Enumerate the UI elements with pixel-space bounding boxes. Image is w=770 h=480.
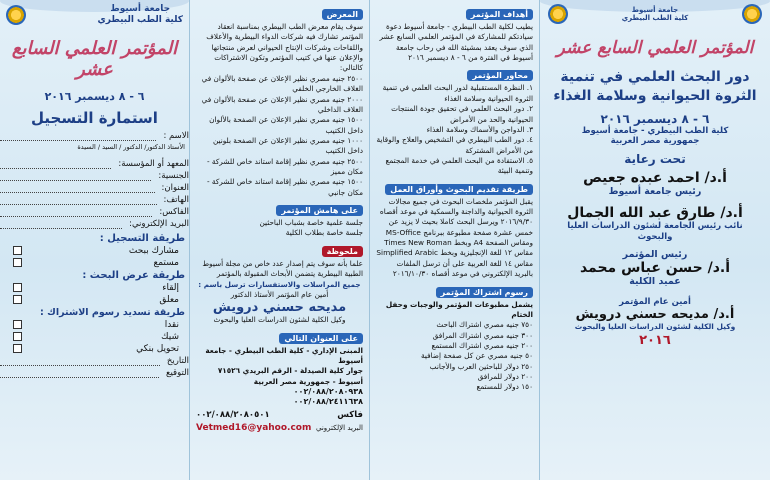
ad-price-item: ٢٥٠٠ جنيه مصري نظير إقامة استاند خاص للشركة - مكان مميز	[206, 156, 363, 177]
secretary-role: وكيل الكلية لشئون الدراسات العليا والبحوث	[213, 315, 346, 325]
field-line[interactable]	[0, 159, 111, 169]
field-label: البريد الإلكتروني:	[129, 218, 189, 229]
fee-item: ٥٠ جنيه مصري عن كل صفحة إضافية	[420, 351, 533, 361]
panel-cover	[540, 0, 770, 480]
faculty-name: كلية الطب البيطري	[97, 14, 183, 25]
fax-row	[196, 410, 363, 420]
ad-price-list	[196, 74, 363, 198]
submission-text: يقبل المؤتمر ملخصات البحوث في جميع مجالات الثروة الحيوانية والداجنة والسمكية في موعد أقصاه ٢٠١٦/٩/٣٠ ويرسل البحث كاملا بحيث لا يزيد عن خمس عشرة صفحة مطبوعة ببرنامج MS-Office ومقاس الصفحة A4 وبخط Times New Roman مقاس ١٢ للغة الإنجليزية وبخط Simplified Arabic مقاس ١٤ للغة العربية على أن ترسل الملفات بالبريد الإلكتروني في موعد أقصاه ٢٠١٦/١٠/٣٠	[376, 196, 533, 279]
checkbox[interactable]	[13, 246, 22, 255]
field-line[interactable]	[0, 195, 157, 205]
cover-conference-title: المؤتمر العلمي السابع عشر	[556, 38, 754, 58]
secretary-general-label: أمين عام المؤتمر الأستاذ الدكتور	[230, 289, 329, 299]
field-address[interactable]	[0, 183, 189, 193]
fee-item: ٢٥٠ دولار للباحثين العرب والأجانب	[429, 361, 533, 371]
ad-price-item: ١٠٠٠ جنيه مصري نظير الإعلان عن الصفحة بلونين داخل الكتيب	[212, 135, 363, 156]
axis-item: ٢. دور البحث العلمي في تحقيق جودة المنتجات الحيوانية والحد من الأمراض	[391, 104, 533, 124]
checkbox[interactable]	[13, 283, 22, 292]
checkbox[interactable]	[13, 320, 22, 329]
patron-role: نائب رئيس الجامعة لشئون الدراسات العليا والبحوث	[567, 220, 743, 242]
field-institute[interactable]	[0, 159, 189, 169]
patron-role: رئيس جامعة أسيوط	[608, 185, 702, 197]
field-nationality[interactable]	[0, 171, 189, 181]
note-text: علما بأنه سوف يتم إصدار عدد خاص من مجلة أسيوط الطبية البيطرية يتضمن الأبحاث المقبولة بالمؤتمر	[202, 258, 363, 279]
fee-item: ٢٠٠ جنيه مصري اشتراك المستمع	[431, 340, 533, 350]
field-label: الاسم :	[163, 130, 189, 141]
ad-price-item: ١٥٠٠ جنيه مصري نظير الإعلان عن الصفحة بالألوان داخل الكتيب	[209, 115, 363, 135]
fee-item: ٧٥٠ جنيه مصري اشتراك الباحث	[436, 320, 533, 330]
section-tag-submission: طريقة تقديم البحوث وأوراق العمل	[385, 184, 533, 195]
fee-method-label: طريقة تسديد رسوم الاشتراك :	[40, 306, 185, 318]
fee-option-cash[interactable]	[0, 320, 189, 330]
panel-exhibition	[190, 0, 370, 480]
field-line[interactable]	[0, 171, 151, 181]
field-label: الجنسية:	[158, 170, 189, 181]
address-line: أسيوط - جمهورية مصر العربية	[253, 376, 363, 386]
secretary-general-label: أمين عام المؤتمر	[619, 296, 691, 307]
present-option-poster[interactable]	[0, 295, 189, 305]
fees-intro: يشمل مطبوعات المؤتمر والوجبات وحفل الختام	[385, 299, 533, 319]
conference-title: المؤتمر العلمي السابع عشر	[11, 37, 178, 80]
section-tag-note: ملحوظة	[322, 246, 363, 257]
option-label: معلق	[159, 294, 179, 305]
section-tag-goals: أهداف المؤتمر	[466, 9, 533, 20]
field-signature[interactable]	[0, 368, 189, 378]
field-line[interactable]	[0, 207, 152, 217]
field-label: المعهد أو المؤسسة:	[118, 158, 189, 169]
fee-option-cheque[interactable]	[0, 332, 189, 342]
reg-method-label: طريقة التسجيل :	[99, 232, 185, 244]
email-row	[196, 423, 363, 433]
email-link[interactable]: Vetmed16@yahoo.com	[196, 422, 312, 433]
field-fax[interactable]	[0, 207, 189, 217]
fee-option-transfer[interactable]	[0, 344, 189, 354]
patron-name: أ.د/ حسن عباس محمد	[579, 259, 731, 276]
ad-price-item: ١٥٠٠ جنيه مصري نظير إقامة استاند خاص للشركة - مكان جانبي	[206, 177, 363, 197]
secretary-name: مديحه حسني درويش	[212, 300, 347, 316]
phone-number[interactable]: ٠٠٢/٠٨٨/٢٠٨٠٩٣٨	[293, 387, 363, 397]
field-email[interactable]	[0, 219, 189, 229]
section-tag-side-events: على هامش المؤتمر	[276, 205, 363, 216]
axis-item: ٤. دور الطب البيطري في التشخيص والعلاج والوقاية من الأمراض المشتركة	[376, 135, 533, 155]
secretary-name: أ.د/ مديحه حسني درويش	[575, 306, 735, 322]
field-label: التوقيع	[165, 367, 189, 378]
address-line: المبنى الإداري - كلية الطب البيطري - جامعة أسيوط	[205, 345, 363, 365]
section-tag-exhibition: المعرض	[322, 9, 363, 20]
field-phone[interactable]	[0, 195, 189, 205]
field-label: التاريخ	[166, 355, 189, 366]
field-name[interactable]	[0, 131, 189, 141]
field-date[interactable]	[0, 356, 189, 366]
phone-number[interactable]: ٠٠٢/٠٨٨/٢٤١١٦٣٨	[293, 397, 363, 407]
section-tag-address: على العنوان التالي	[279, 333, 363, 344]
goals-text: يطيب لكلية الطب البيطري - جامعة أسيوط دعوة سيادتكم للمشاركة في المؤتمر العلمي السابع عشر الذي سوف يعقد بمشيئة الله في رحاب جامعة أسيوط في الفترة من ٦ - ٨ ديسمبر ٢٠١٦	[379, 22, 533, 63]
section-tag-axes: محاور المؤتمر	[467, 70, 533, 81]
faculty-name: كلية الطب البيطري	[621, 14, 689, 22]
correspondence-label: جميع المراسلات والاستفسارات ترسل باسم :	[198, 279, 361, 289]
field-line[interactable]	[0, 356, 160, 366]
exhibition-text: سوف يقام معرض الطب البيطري بمناسبة انعقاد المؤتمر تشارك فيه شركات الدواء البيطرية والأعلاف واللقاحات وشركات الإنتاج الحيواني لعرض منتجاتها والإعلان عنها في كتيب المؤتمر وتكون الاشتراكات كالتالي:	[206, 22, 363, 73]
checkbox[interactable]	[13, 344, 22, 353]
panel-registration	[0, 0, 190, 480]
cover-venue: كلية الطب البيطري - جامعة أسيوط	[581, 125, 729, 136]
field-label: العنوان:	[161, 182, 189, 193]
email-label: البريد الإلكتروني	[316, 423, 363, 432]
axis-item: ٣. الدواجن والأسماك وسلامة الغذاء	[426, 124, 533, 134]
present-option-oral[interactable]	[0, 283, 189, 293]
option-label: شيك	[161, 331, 179, 342]
address-line: جوار كلية الصيدلة - الرقم البريدي ٧١٥٢٦	[217, 366, 363, 376]
patron-name: أ.د/ طارق عبد الله الجمال	[567, 204, 743, 221]
phones	[196, 387, 363, 408]
side-event-item: جلسة خاصة بطلاب الكلية	[285, 228, 363, 238]
option-label: مستمع	[153, 257, 179, 268]
patron-role: عميد الكلية	[629, 275, 681, 287]
ad-price-item: ٢٥٠٠ جنيه مصري نظير الإعلان عن صفحة بالألوان في الغلاف الخارجي الخلفي	[201, 73, 363, 94]
fee-item: ٢٠٠ دولار للمرافق	[477, 372, 533, 382]
ad-price-item: ٢٠٠٠ جنيه مصري نظير الإعلان عن صفحة بالألوان في الغلاف الداخلي	[201, 94, 363, 114]
reg-option-researcher[interactable]	[0, 246, 189, 256]
field-line[interactable]	[0, 131, 156, 141]
cover-country: جمهورية مصر العربية	[610, 135, 700, 146]
side-event-item: جلسة علمية خاصة بشباب الباحثين	[259, 218, 363, 228]
panel-details	[370, 0, 540, 480]
form-title: استمارة التسجيل	[31, 108, 158, 127]
field-line[interactable]	[0, 183, 155, 193]
cover-year: ٢٠١٦	[639, 332, 671, 348]
field-title-options: الأستاذ الدكتور/ الدكتور / السيد / السيدة	[77, 142, 185, 151]
conference-chair-label: رئيس المؤتمر	[622, 248, 688, 260]
cover-subtitle: دور البحث العلمي في تنمية الثروة الحيوانية وسلامة الغذاء	[553, 69, 757, 104]
option-label: نقدا	[164, 319, 179, 330]
option-label: إلقاء	[162, 282, 179, 293]
checkbox[interactable]	[13, 332, 22, 341]
field-label: الهاتف:	[163, 194, 189, 205]
secretary-role: وكيل الكلية لشئون الدراسات العليا والبحوث	[574, 321, 736, 331]
axis-item: ١. النظرة المستقبلية لدور البحث العلمي في تنمية الثروة الحيوانية وسلامة الغذاء	[382, 83, 533, 103]
cover-dates: ٦ - ٨ ديسمبر ٢٠١٦	[600, 111, 710, 126]
fax-number[interactable]: ٠٠٢/٠٨٨/٢٠٨٠٥٠١	[196, 409, 270, 420]
patron-name: أ.د/ احمد عبده جعيص	[583, 169, 727, 186]
section-tag-fees: رسوم اشتراك المؤتمر	[436, 287, 533, 298]
checkbox[interactable]	[13, 295, 22, 304]
fees-list	[376, 320, 533, 393]
option-label: تحويل بنكي	[136, 343, 179, 354]
present-method-label: طريقة عرض البحث :	[82, 269, 185, 281]
field-label: الفاكس:	[159, 206, 189, 217]
fee-item: ١٥٠ دولار للمستمع	[476, 382, 533, 392]
reg-option-listener[interactable]	[0, 258, 189, 268]
axis-item: ٥. الاستفادة من البحث العلمي في خدمة المجتمع وتنمية البيئة	[385, 155, 533, 176]
field-line[interactable]	[0, 368, 159, 378]
conference-dates: ٦ - ٨ ديسمبر ٢٠١٦	[44, 89, 145, 103]
univ-name: جامعة أسيوط	[110, 4, 171, 14]
univ-name: جامعة أسيوط	[631, 5, 679, 14]
field-line[interactable]	[0, 219, 122, 229]
fax-label: فاكس	[337, 409, 363, 420]
checkbox[interactable]	[13, 258, 22, 267]
patronage-label: تحت رعاية	[624, 151, 686, 166]
option-label: مشارك ببحث	[128, 245, 179, 256]
fee-item: ٣٠٠ جنيه مصري اشتراك المرافق	[432, 330, 533, 340]
